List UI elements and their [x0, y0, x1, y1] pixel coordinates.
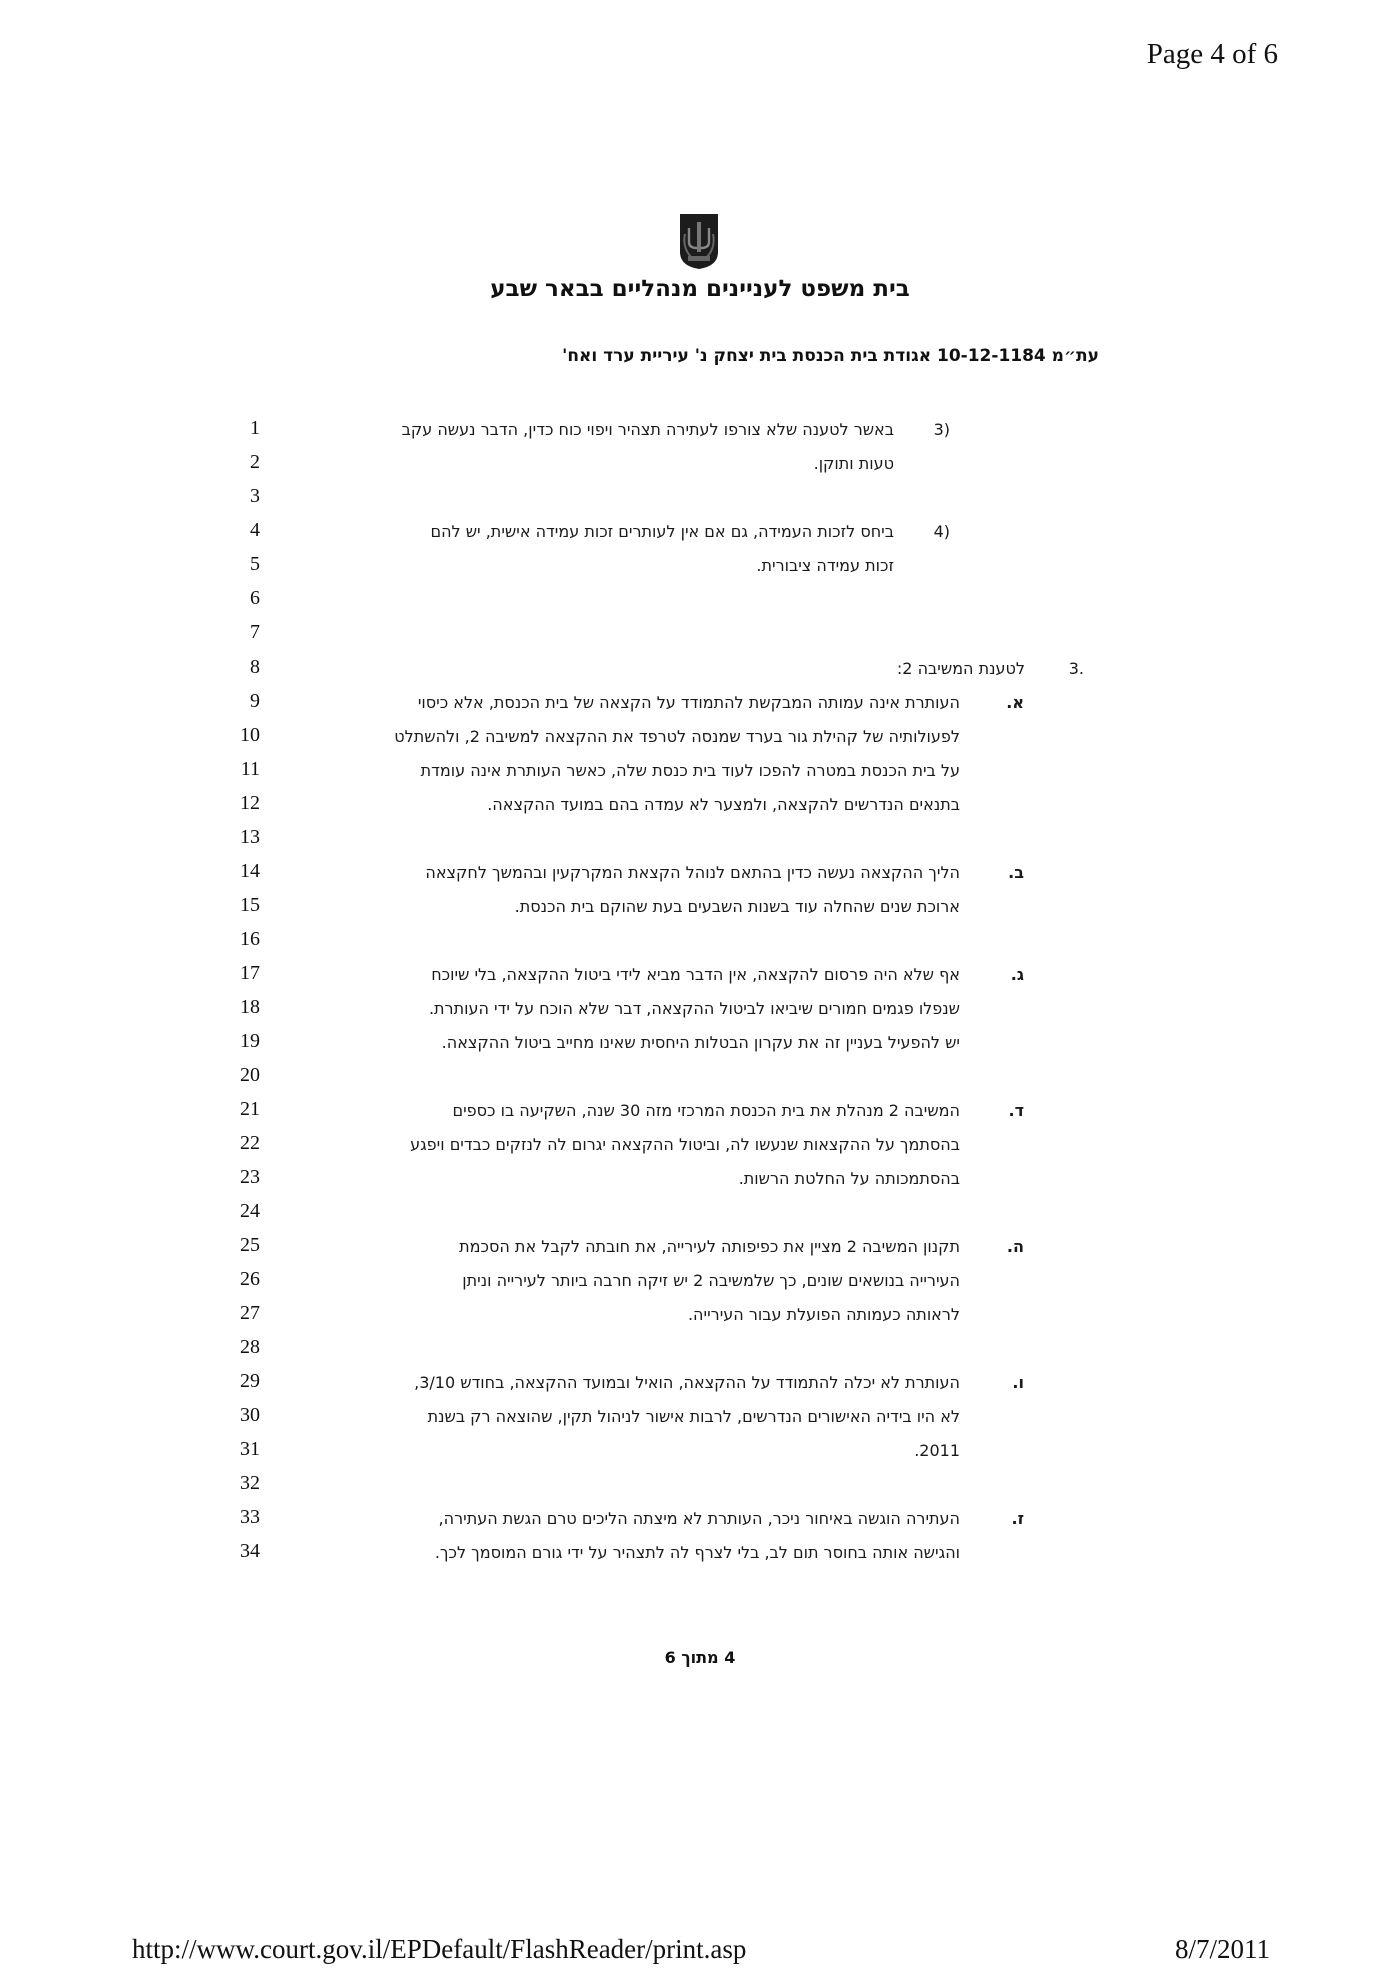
line-number: 17 — [240, 962, 260, 984]
print-url: http://www.court.gov.il/EPDefault/FlashReader/print.asp — [132, 1934, 747, 1964]
body-line: 2011. — [914, 1441, 960, 1460]
line-number: 30 — [240, 1404, 260, 1426]
line-number: 18 — [240, 996, 260, 1018]
line-number: 4 — [250, 519, 260, 541]
line-number: 3 — [250, 485, 260, 507]
line-number: 13 — [240, 826, 260, 848]
line-number: 31 — [240, 1438, 260, 1460]
line-number: 21 — [240, 1098, 260, 1120]
paragraph-marker: ד. — [1008, 1101, 1024, 1120]
sub-item-marker: (3 — [933, 420, 950, 439]
print-date: 8/7/2011 — [1174, 1934, 1270, 1964]
body-line: לא היו בידיה האישורים הנדרשים, לרבות אישור לניהול תקין, שהוצאה רק בשנת — [427, 1407, 960, 1426]
state-emblem-icon — [676, 212, 722, 270]
body-line: והגישה אותה בחוסר תום לב, בלי לצרף לה לתצהיר על ידי גורם המוסמך לכך. — [434, 1543, 960, 1562]
line-number: 14 — [240, 860, 260, 882]
body-line: העותרת אינה עמותה המבקשת להתמודד על הקצאה של בית הכנסת, אלא כיסוי — [417, 693, 960, 712]
body-line: בהסתמכותה על החלטת הרשות. — [738, 1169, 960, 1188]
line-number: 1 — [250, 417, 260, 439]
body-line: זכות עמידה ציבורית. — [756, 556, 894, 575]
section-number: .3 — [1068, 659, 1084, 678]
section-heading: לטענת המשיבה 2: — [896, 659, 1025, 678]
body-line: המשיבה 2 מנהלת את בית הכנסת המרכזי מזה 30 שנה, השקיעה בו כספים — [452, 1101, 960, 1120]
paragraph-marker: א. — [1006, 693, 1024, 712]
line-number: 7 — [250, 621, 260, 643]
line-number: 9 — [250, 690, 260, 712]
body-line: ארוכת שנים שהחלה עוד בשנות השבעים בעת שהוקם בית הכנסת. — [514, 897, 960, 916]
body-line: שנפלו פגמים חמורים שיביאו לביטול ההקצאה, דבר שלא הוכח על ידי העותרת. — [428, 999, 960, 1018]
line-number: 34 — [240, 1540, 260, 1562]
body-line: יש להפעיל בעניין זה את עקרון הבטלות היחסית שאינו מחייב ביטול ההקצאה. — [441, 1033, 960, 1052]
body-line: הליך ההקצאה נעשה כדין בהתאם לנוהל הקצאת המקרקעין ובהמשך לחקצאה — [425, 863, 960, 882]
body-line: על בית הכנסת במטרה להפכו לעוד בית כנסת שלה, כאשר העותרת אינה עומדת — [420, 761, 960, 780]
body-line: באשר לטענה שלא צורפו לעתירה תצהיר ויפוי כוח כדין, הדבר נעשה עקב — [401, 420, 894, 439]
line-number: 27 — [240, 1302, 260, 1324]
line-number: 19 — [240, 1030, 260, 1052]
line-number: 5 — [250, 553, 260, 575]
paragraph-marker: ג. — [1010, 965, 1024, 984]
page-footer: 4 מתוך 6 — [664, 1648, 736, 1667]
line-number: 2 — [250, 451, 260, 473]
case-title: עת״מ 10-12-1184 אגודת בית הכנסת בית יצחק נ' עיריית ערד ואח' — [562, 346, 1099, 366]
line-number: 8 — [250, 656, 260, 678]
paragraph-marker: ה. — [1006, 1237, 1024, 1256]
body-line: העתירה הוגשה באיחור ניכר, העותרת לא מיצתה הליכים טרם הגשת העתירה, — [438, 1509, 960, 1528]
line-number: 23 — [240, 1166, 260, 1188]
body-line: אף שלא היה פרסום להקצאה, אין הדבר מביא לידי ביטול ההקצאה, בלי שיוכח — [431, 965, 960, 984]
body-line: לראותה כעמותה הפועלת עבור העירייה. — [687, 1305, 960, 1324]
line-number: 6 — [250, 587, 260, 609]
body-line: טעות ותוקן. — [813, 454, 894, 473]
line-number: 22 — [240, 1132, 260, 1154]
line-number: 26 — [240, 1268, 260, 1290]
line-number: 12 — [240, 792, 260, 814]
body-line: בתנאים הנדרשים להקצאה, ולמצער לא עמדה בהם במועד ההקצאה. — [487, 795, 960, 814]
court-name: בית משפט לעניינים מנהליים בבאר שבע — [490, 276, 910, 302]
paragraph-marker: ב. — [1008, 863, 1024, 882]
line-number: 32 — [240, 1472, 260, 1494]
print-page-header: Page 4 of 6 — [1146, 38, 1278, 70]
line-number: 10 — [240, 724, 260, 746]
line-number: 33 — [240, 1506, 260, 1528]
line-number: 16 — [240, 928, 260, 950]
line-number: 11 — [240, 758, 260, 780]
line-number: 24 — [240, 1200, 260, 1222]
body-line: תקנון המשיבה 2 מציין את כפיפותה לעירייה, את חובתה לקבל את הסכמת — [459, 1237, 960, 1256]
body-line: העותרת לא יכלה להתמודד על ההקצאה, הואיל ובמועד ההקצאה, בחודש 3/10, — [414, 1373, 960, 1392]
line-number: 28 — [240, 1336, 260, 1358]
sub-item-marker: (4 — [933, 522, 950, 541]
body-line: ביחס לזכות העמידה, גם אם אין לעותרים זכות עמידה אישית, יש להם — [430, 522, 894, 541]
body-line: לפעולותיה של קהילת גור בערד שמנסה לטרפד את ההקצאה למשיבה 2, ולהשתלט — [394, 727, 960, 746]
line-number: 29 — [240, 1370, 260, 1392]
line-number: 15 — [240, 894, 260, 916]
line-number: 20 — [240, 1064, 260, 1086]
line-number: 25 — [240, 1234, 260, 1256]
body-line: בהסתמך על ההקצאות שנעשו לה, וביטול ההקצאה יגרום לה לנזקים כבדים ויפגע — [410, 1135, 960, 1154]
paragraph-marker: ז. — [1011, 1509, 1024, 1528]
paragraph-marker: ו. — [1012, 1373, 1024, 1392]
body-line: העירייה בנושאים שונים, כך שלמשיבה 2 יש זיקה חרבה ביותר לעירייה וניתן — [462, 1271, 960, 1290]
